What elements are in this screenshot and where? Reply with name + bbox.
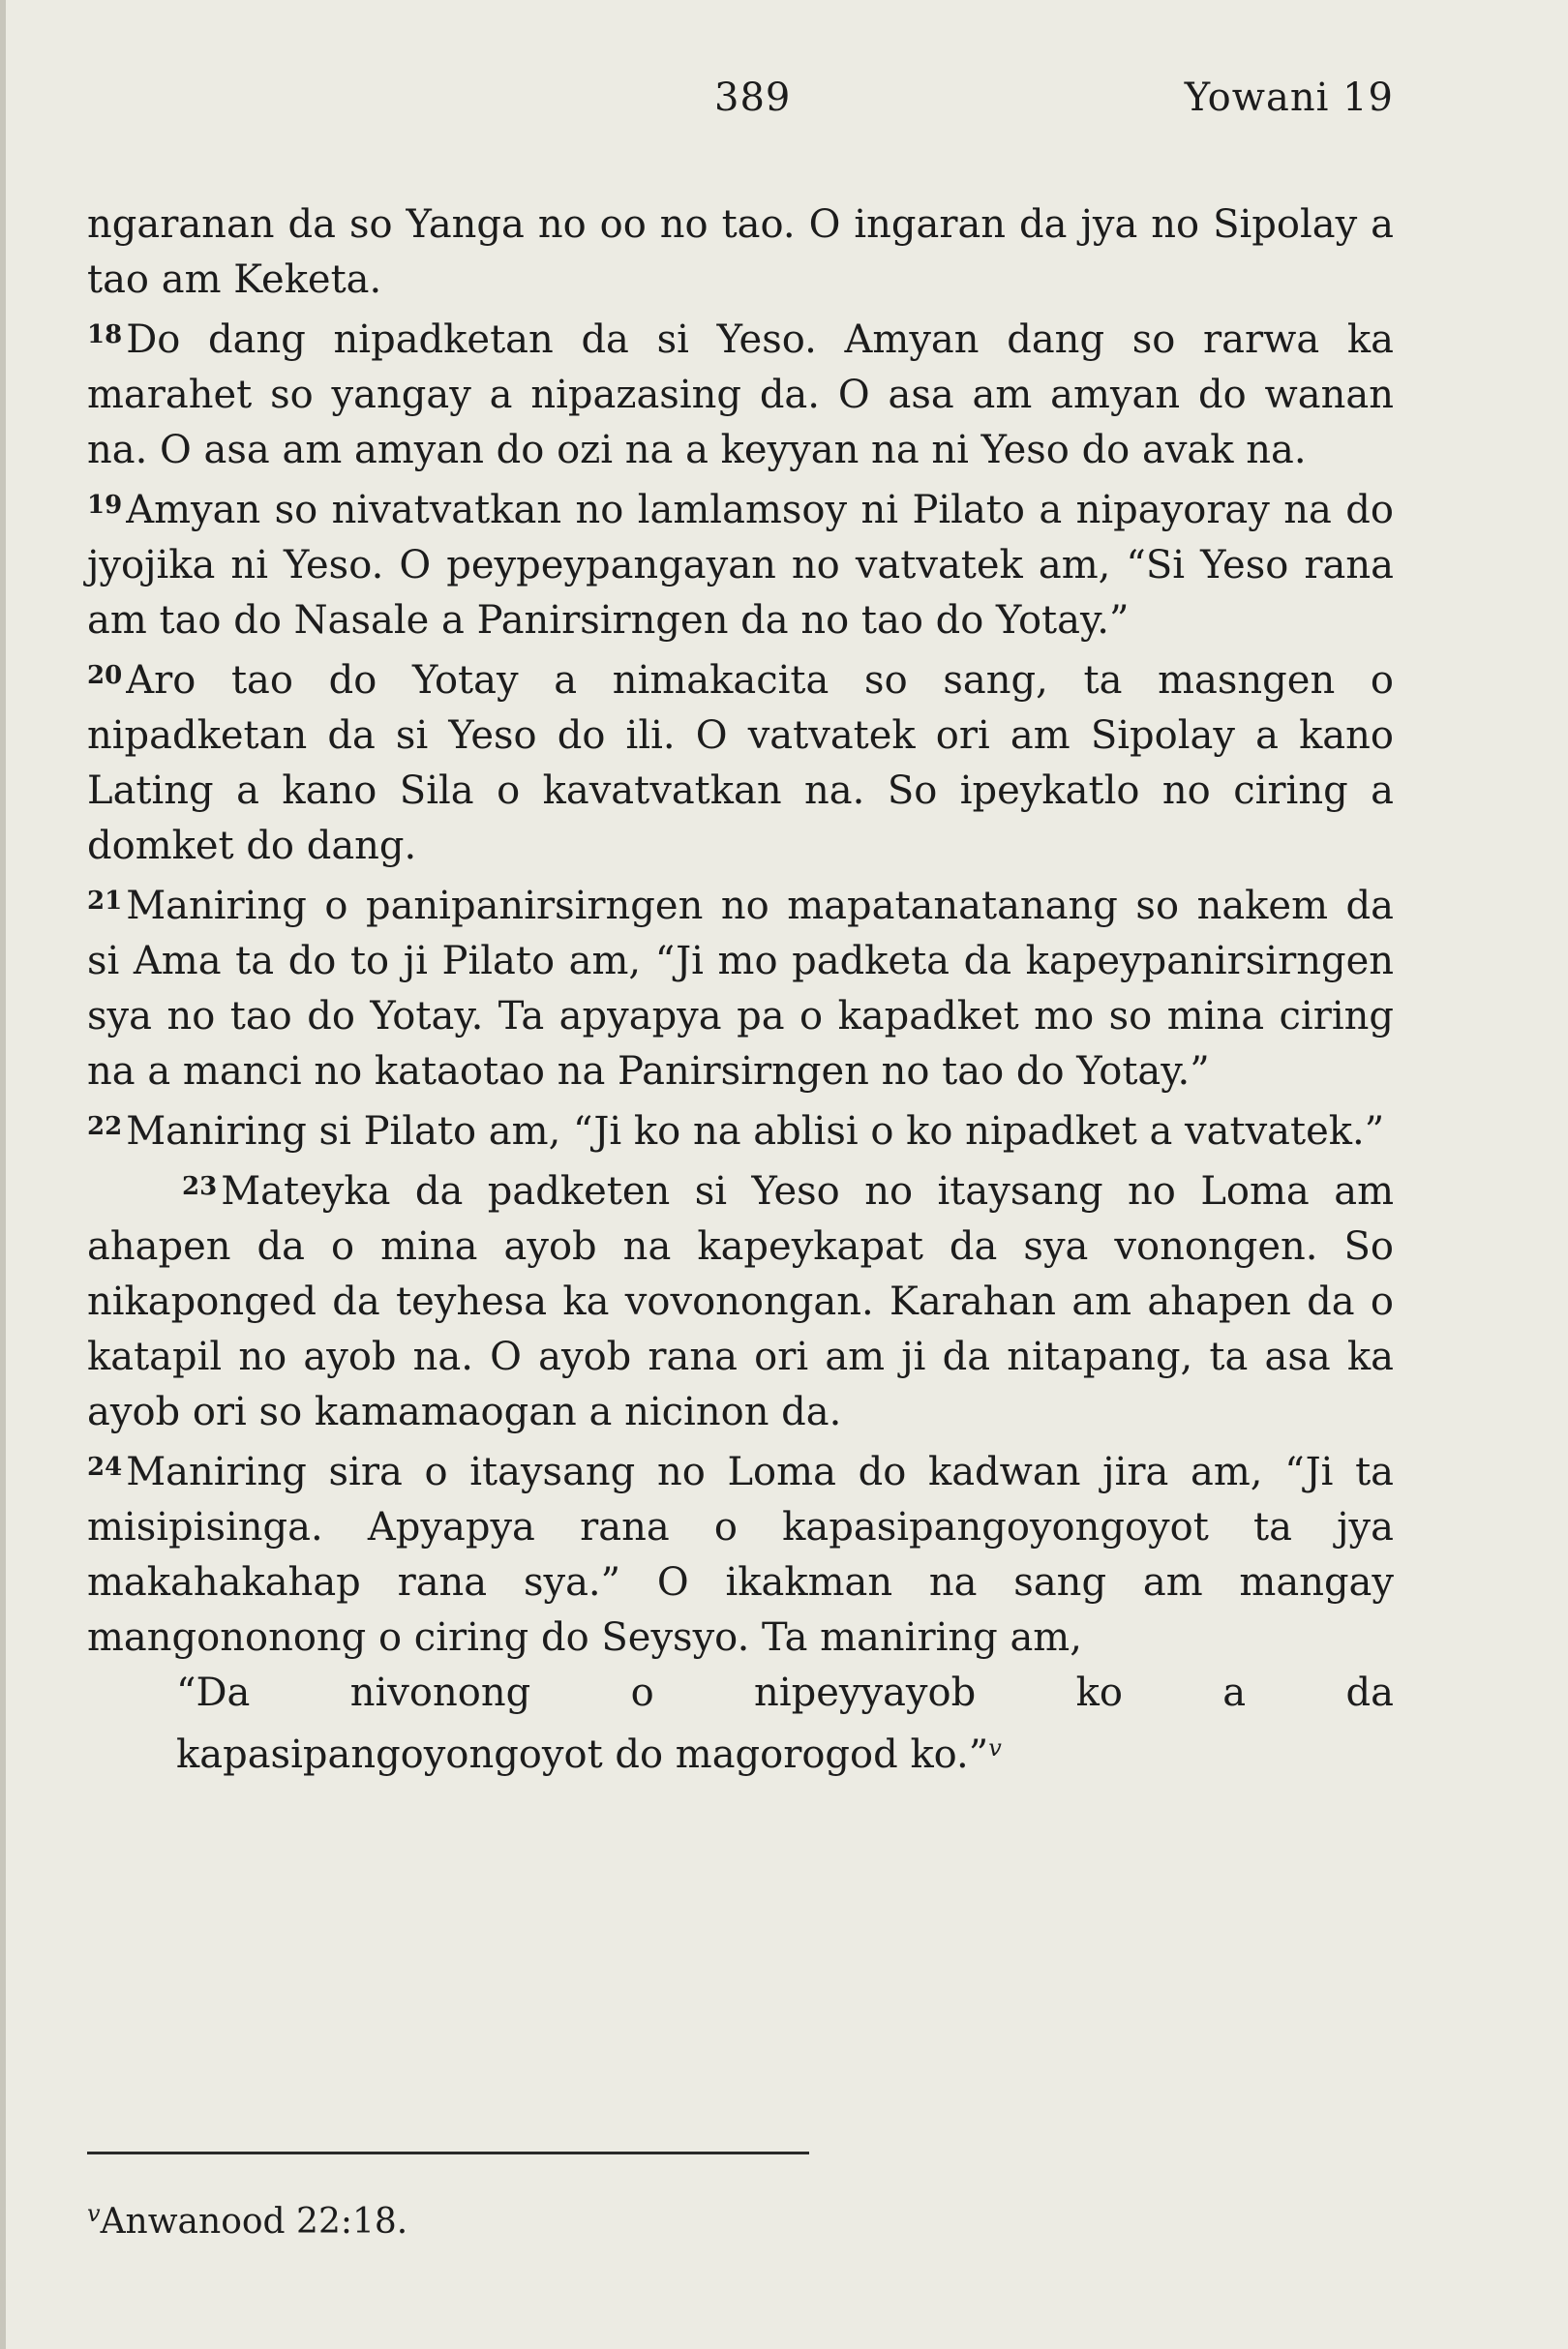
verse-number: 23 <box>182 1172 218 1201</box>
footnote-reference: v <box>988 1734 1002 1762</box>
verse-text: Amyan so nivatvatkan no lamlamsoy ni Pilato a nipayoray na do jyojika ni Yeso. O peypeypangayan no vatvatek am, “Si Yeso rana am tao do Nasale a Panirsirngen da no tao do Yotay.” <box>87 488 1394 643</box>
footnote-divider <box>87 2152 809 2154</box>
verse-number: 21 <box>87 887 123 916</box>
verse-text: Aro tao do Yotay a nimakacita so sang, ta masngen o nipadketan da si Yeso do ili. O vatvatek ori am Sipolay a kano Lating a kano Sila o kavatvatkan na. So ipeykatlo no ciring a domket do dang. <box>87 658 1394 868</box>
verse-18 <box>87 308 1394 478</box>
quote-line-2 <box>176 1721 1394 1783</box>
verse-text: Maniring sira o itaysang no Loma do kadwan jira am, “Ji ta misipisinga. Apyapya rana o kapasipangoyongoyot ta jya makahakahap rana sya.” O ikakman na sang am mangay mangononong o ciring do Seysyo. Ta maniring am, <box>87 1450 1394 1660</box>
verse-text: Mateyka da padketen si Yeso no itaysang no Loma am ahapen da o mina ayob na kapeykapat da sya vonongen. So nikaponged da teyhesa ka vovonongan. Karahan am ahapen da o katapil no ayob na. O ayob rana ori am ji da nitapang, ta asa ka ayob ori so kamamaogan a nicinon da. <box>87 1169 1394 1434</box>
verse-text: Do dang nipadketan da si Yeso. Amyan dang so rarwa ka marahet so yangay a nipazasing da. O asa am amyan do wanan na. O asa am amyan do ozi na a keyyan na ni Yeso do avak na. <box>87 317 1394 472</box>
footnote-text: Anwanood 22:18. <box>100 2202 408 2242</box>
quote-line-2-text: kapasipangoyongoyot do magorogod ko.” <box>176 1732 989 1777</box>
quote-line-1: “Da nivonong o nipeyyayob ko a da <box>176 1671 1394 1715</box>
verse-23 <box>87 1159 1394 1440</box>
scripture-quote <box>176 1666 1394 1783</box>
footnote <box>87 2189 407 2246</box>
verse-19 <box>87 478 1394 648</box>
verse-24 <box>87 1440 1394 1666</box>
verse-21 <box>87 874 1394 1099</box>
verse-20 <box>87 648 1394 874</box>
verse-number: 19 <box>87 491 123 520</box>
footnote-marker: v <box>87 2200 101 2227</box>
page-number: 389 <box>714 75 792 120</box>
verse-number: 20 <box>87 661 123 690</box>
verse-text: Maniring si Pilato am, “Ji ko na ablisi o ko nipadket a vatvatek.” <box>126 1109 1385 1154</box>
page-header <box>87 75 1394 134</box>
paragraph-text: ngaranan da so Yanga no oo no tao. O ingaran da jya no Sipolay a tao am Keketa. <box>87 202 1394 302</box>
verse-number: 24 <box>87 1453 123 1482</box>
verse-number: 18 <box>87 320 123 349</box>
verse-number: 22 <box>87 1112 123 1141</box>
running-head: Yowani 19 <box>1184 75 1394 120</box>
body-text <box>87 197 1394 1783</box>
paragraph-continuation <box>87 197 1394 308</box>
verse-22 <box>87 1099 1394 1159</box>
verse-text: Maniring o panipanirsirngen no mapatanatanang so nakem da si Ama ta do to ji Pilato am, “Ji mo padketa da kapeypanirsirngen sya no tao do Yotay. Ta apyapya pa o kapadket mo so mina ciring na a manci no kataotao na Panirsirngen no tao do Yotay.” <box>87 884 1394 1094</box>
page-edge <box>0 0 6 2349</box>
